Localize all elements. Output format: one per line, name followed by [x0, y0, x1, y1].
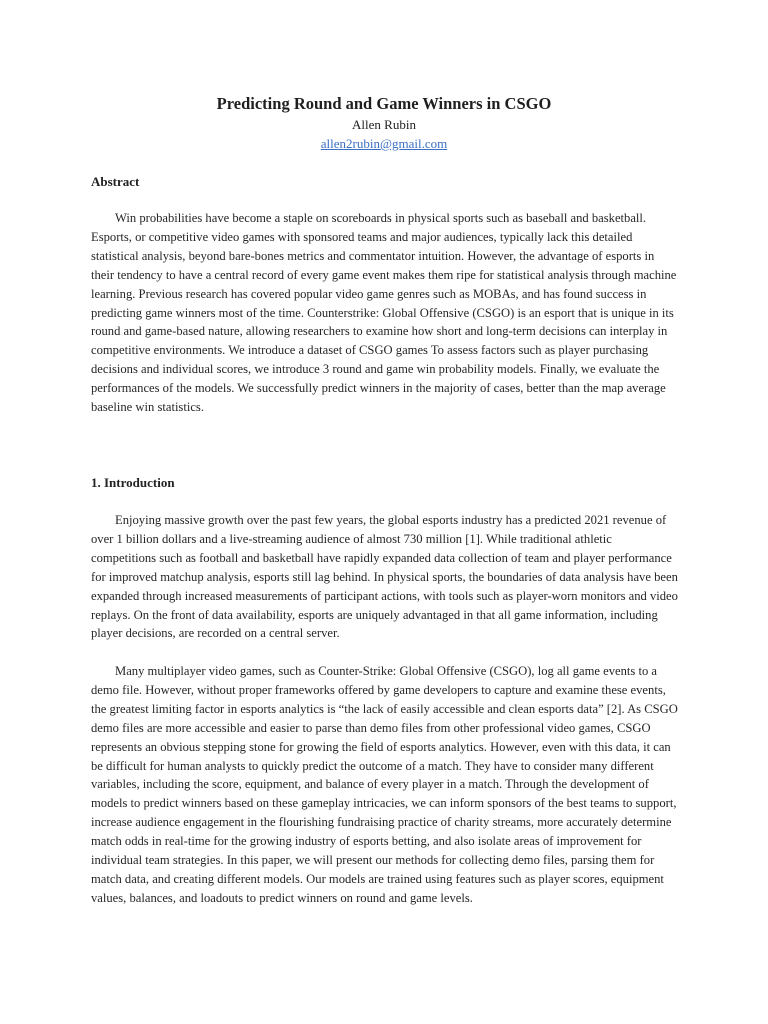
abstract-heading: Abstract	[91, 174, 140, 189]
introduction-heading: 1. Introduction	[91, 475, 175, 490]
introduction-paragraph-1: Enjoying massive growth over the past few years, the global esports industry has a predicted 2021 revenue of over 1 billion dollars and a live-streaming audience of almost 730 million [1]. While traditional athletic competitions such as football and basketball have rapidly expanded data collection of team and player performance for improved matchup analysis, esports still lag behind. In physical sports, the boundaries of data analysis have been expanded through increased measurements of participant actions, with tools such as player-worn monitors and video replays. On the front of data availability, esports are uniquely advantaged in that all game information, including player decisions, are recorded on a central server.	[91, 513, 678, 641]
paper-title: Predicting Round and Game Winners in CSGO	[216, 94, 552, 113]
author-name: Allen Rubin	[352, 117, 416, 132]
introduction-paragraph-2: Many multiplayer video games, such as Counter-Strike: Global Offensive (CSGO), log all game events to a demo file. However, without proper frameworks offered by game developers to capture and examine these events, the greatest limiting factor in esports analytics is “the lack of easily accessible and clean esports data” [2]. As CSGO demo files are more accessible and easier to parse than demo files from other professional video games, CSGO represents an obvious stepping stone for growing the field of esports analytics. However, even with this data, it can be difficult for human analysts to quickly predict the outcome of a match. They have to consider many different variables, including the score, equipment, and balance of every player in a match. Through the development of models to predict winners based on these gameplay intricacies, we can inform sponsors of the best teams to support, increase audience engagement in the flourishing fundraising practice of charity streams, more accurately determine match odds in real-time for the growing industry of esports betting, and also isolate areas of improvement for individual team strategies. In this paper, we will present our methods for collecting demo files, parsing them for match data, and creating different models. Our models are trained using features such as player scores, equipment values, balances, and loadouts to predict winners on round and game levels.	[91, 664, 678, 905]
author-email	[0, 136, 768, 152]
abstract-paragraph: Win probabilities have become a staple on scoreboards in physical sports such as baseball and basketball. Esports, or competitive video games with sponsored teams and major audiences, typically lack this detailed statistical analysis, beyond bare-bones metrics and commentator intuition. However, the advantage of esports in their tendency to have a central record of every game event makes them ripe for statistical analysis through machine learning. Previous research has covered popular video game genres such as MOBAs, and has found success in predicting game winners most of the time. Counterstrike: Global Offensive (CSGO) is an esport that is unique in its round and game-based nature, allowing researchers to examine how short and long-term decisions can interplay in competitive environments. We introduce a dataset of CSGO games To assess factors such as player purchasing decisions and individual scores, we introduce 3 round and game win probability models. Finally, we evaluate the performances of the models. We successfully predict winners in the majority of cases, better than the map average baseline win statistics.	[91, 211, 677, 415]
author-email-link[interactable]: allen2rubin@gmail.com	[320, 136, 448, 151]
